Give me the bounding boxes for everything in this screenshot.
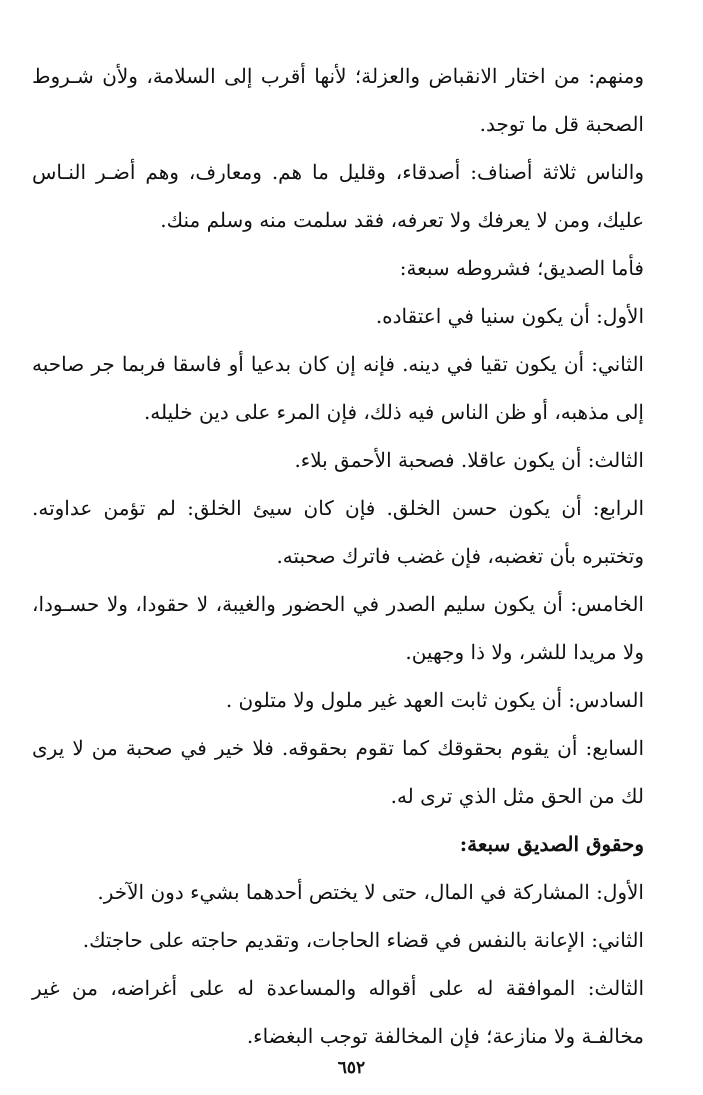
condition-fourth: الرابع: أن يكون حسن الخلق. فإن كان سيئ الخلق: لم تؤمن عداوته. وتختبره بأن تغضبه، فإن غضب فاترك صحبته. — [32, 496, 644, 568]
condition-fifth: الخامس: أن يكون سليم الصدر في الحضور والغيبة، لا حقودا، ولا حسـودا، ولا مريدا للشر، ولا ذا وجهين. — [32, 592, 644, 664]
page-number: ٦٥٢ — [337, 1058, 366, 1078]
condition-third: الثالث: أن يكون عاقلا. فصحبة الأحمق بلاء. — [294, 448, 644, 472]
section-heading-friend-rights: وحقوق الصديق سبعة: — [459, 832, 644, 856]
right-second: الثاني: الإعانة بالنفس في قضاء الحاجات، وتقديم حاجته على حاجتك. — [82, 928, 644, 952]
paragraph-friend-conditions-intro: فأما الصديق؛ فشروطه سبعة: — [399, 256, 644, 280]
paragraph-seclusion: ومنهم: من اختار الانقباض والعزلة؛ لأنها أقرب إلى السلامة، ولأن شـروط الصحبة قل ما توجد. — [32, 64, 644, 136]
right-first: الأول: المشاركة في المال، حتى لا يختص أحدهما بشيء دون الآخر. — [97, 880, 644, 904]
condition-first: الأول: أن يكون سنيا في اعتقاده. — [375, 304, 644, 328]
condition-second: الثاني: أن يكون تقيا في دينه. فإنه إن كان بدعيا أو فاسقا فربما جر صاحبه إلى مذهبه، أو ظن الناس فيه ذلك، فإن المرء على دين خليله. — [32, 352, 644, 424]
condition-seventh: السابع: أن يقوم بحقوقك كما تقوم بحقوقه. فلا خير في صحبة من لا يرى لك من الحق مثل الذي ترى له. — [32, 736, 644, 808]
condition-sixth: السادس: أن يكون ثابت العهد غير ملول ولا متلون . — [225, 688, 644, 712]
paragraph-people-types: والناس ثلاثة أصناف: أصدقاء، وقليل ما هم. ومعارف، وهم أضـر النـاس عليك، ومن لا يعرفك ولا تعرفه، فقد سلمت منه وسلم منك. — [32, 160, 644, 232]
body-text — [32, 52, 644, 1060]
right-third: الثالث: الموافقة له على أقواله والمساعدة له على أغراضه، من غير مخالفـة ولا منازعة؛ فإن المخالفة توجب البغضاء. — [32, 976, 644, 1048]
